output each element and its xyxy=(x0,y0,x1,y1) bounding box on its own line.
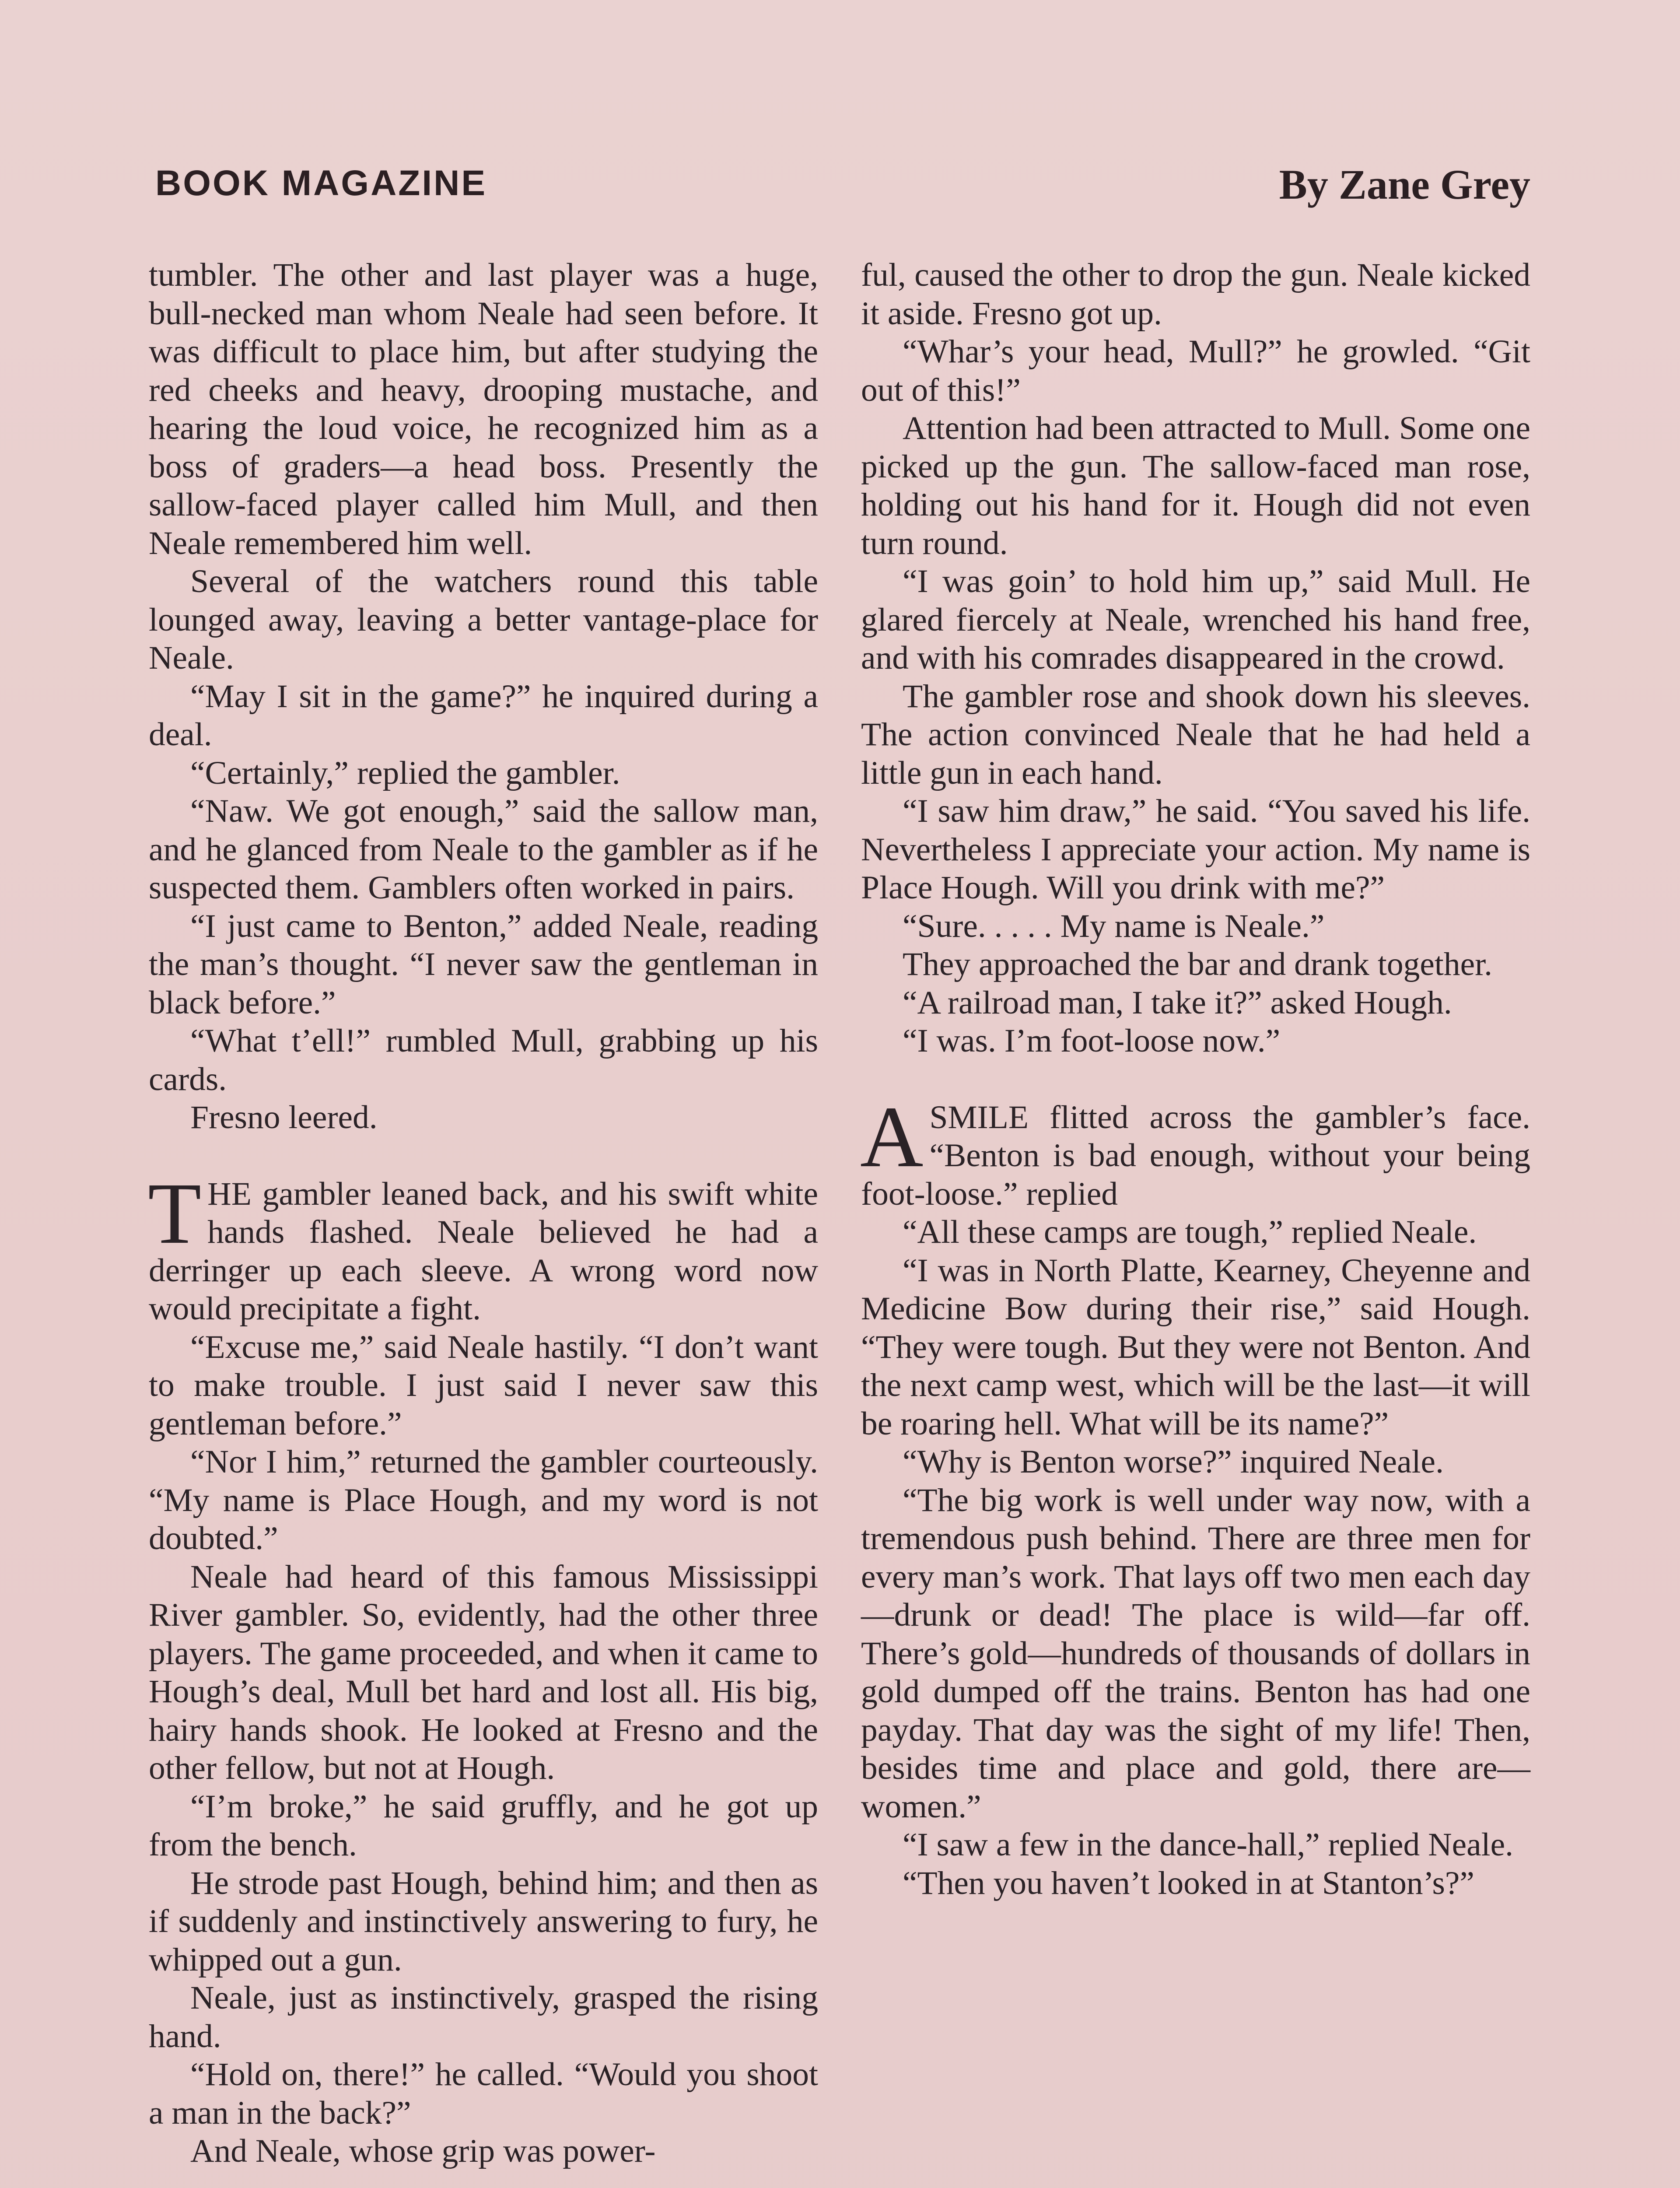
paragraph: “Sure. . . . . My name is Neale.” xyxy=(903,908,1325,944)
section-opening-text: HE gambler leaned back, and his swift white hands flashed. Neale believed he had a derringer up each sleeve. A wrong word now would precipitate a fight. xyxy=(149,1175,818,1327)
paragraph: “Then you haven’t looked in at Stanton’s?” xyxy=(903,1865,1474,1901)
paragraph: Several of the watchers round this table lounged away, leaving a better vantage-place for Neale. xyxy=(149,563,818,676)
paragraph: “Nor I him,” returned the gambler courteously. “My name is Place Hough, and my word is not doubted.” xyxy=(149,1444,818,1557)
paragraph: “The big work is well under way now, with a tremendous push behind. There are three men for every man’s work. That lays off two men each day —drunk or dead! The place is wild—far off. There’s gold—hundreds of thousands of dollars in gold dumped off the trains. Benton has had one payday. That day was the sight of my life! Then, besides time and place and gold, there are—women.” xyxy=(861,1482,1530,1825)
paragraph: He strode past Hough, behind him; and then as if suddenly and instinctively answering to fury, he whipped out a gun. xyxy=(149,1865,818,1978)
paragraph: “Excuse me,” said Neale hastily. “I don’t want to make trouble. I just said I never saw this gentleman before.” xyxy=(149,1329,818,1442)
magazine-title: BOOK MAGAZINE xyxy=(155,163,487,203)
paragraph: “Certainly,” replied the gambler. xyxy=(190,754,620,791)
paragraph: “Naw. We got enough,” said the sallow man, and he glanced from Neale to the gambler as if he suspected them. Gamblers often worked in pairs. xyxy=(149,793,818,906)
paragraph: “A railroad man, I take it?” asked Hough. xyxy=(903,984,1452,1021)
paragraph: tumbler. The other and last player was a huge, bull-necked man whom Neale had seen before. It was difficult to place him, but after studying the red cheeks and heavy, drooping mustache, and hearing the loud voice, he recognized him as a boss of graders—a head boss. Presently the sallow-faced player called him Mull, and then Neale remembered him well. xyxy=(149,257,818,561)
paragraph: Attention had been attracted to Mull. Some one picked up the gun. The sallow-faced man rose, holding out his hand for it. Hough did not even turn round. xyxy=(861,410,1530,561)
right-column xyxy=(861,256,1530,1902)
paragraph: ful, caused the other to drop the gun. Neale kicked it aside. Fresno got up. xyxy=(861,257,1530,332)
left-column xyxy=(149,256,818,2170)
paragraph: “I’m broke,” he said gruffly, and he got up from the bench. xyxy=(149,1788,818,1863)
paragraph: And Neale, whose grip was power- xyxy=(190,2133,656,2169)
paragraph: Neale, just as instinctively, grasped the rising hand. xyxy=(149,1980,818,2055)
paragraph: “Whar’s your head, Mull?” he growled. “Git out of this!” xyxy=(861,333,1530,408)
section-opening xyxy=(860,1088,1530,1213)
drop-cap: T xyxy=(148,1165,202,1262)
drop-cap: A xyxy=(860,1088,924,1185)
paragraph: “All these camps are tough,” replied Neale. xyxy=(903,1214,1477,1250)
paragraph: “Hold on, there!” he called. “Would you shoot a man in the back?” xyxy=(149,2056,818,2131)
paragraph: The gambler rose and shook down his sleeves. The action convinced Neale that he had held a little gun in each hand. xyxy=(861,678,1530,791)
paragraph: “I was in North Platte, Kearney, Cheyenne and Medicine Bow during their rise,” said Hough. “They were tough. But they were not Benton. And the next camp west, which will be the last—it will be roaring hell. What will be its name?” xyxy=(861,1252,1530,1442)
paragraph: “I was goin’ to hold him up,” said Mull. He glared fiercely at Neale, wrenched his hand free, and with his comrades disappeared in the crowd. xyxy=(861,563,1530,676)
paragraph: “What t’ell!” rumbled Mull, grabbing up his cards. xyxy=(149,1023,818,1098)
section-opening xyxy=(148,1165,818,1328)
paragraph: “I saw him draw,” he said. “You saved his life. Nevertheless I appreciate your action. My name is Place Hough. Will you drink with me?” xyxy=(861,793,1530,906)
paragraph: Neale had heard of this famous Mississippi River gambler. So, evidently, had the other three players. The game proceeded, and when it came to Hough’s deal, Mull bet hard and lost all. His big, hairy hands shook. He looked at Fresno and the other fellow, but not at Hough. xyxy=(149,1558,818,1786)
paragraph: “May I sit in the game?” he inquired during a deal. xyxy=(149,678,818,753)
paragraph: “I was. I’m foot-loose now.” xyxy=(903,1023,1281,1059)
paragraph: “Why is Benton worse?” inquired Neale. xyxy=(903,1444,1444,1480)
paragraph: They approached the bar and drank together. xyxy=(903,946,1492,982)
section-opening-text: SMILE flitted across the gambler’s face. “Benton is bad enough, without your being foot-loose.” replied xyxy=(861,1099,1530,1212)
paragraph: Fresno leered. xyxy=(190,1099,378,1136)
paragraph: “I just came to Benton,” added Neale, reading the man’s thought. “I never saw the gentleman in black before.” xyxy=(149,908,818,1021)
paragraph: “I saw a few in the dance-hall,” replied Neale. xyxy=(903,1827,1514,1863)
author-byline: By Zane Grey xyxy=(1279,161,1530,208)
